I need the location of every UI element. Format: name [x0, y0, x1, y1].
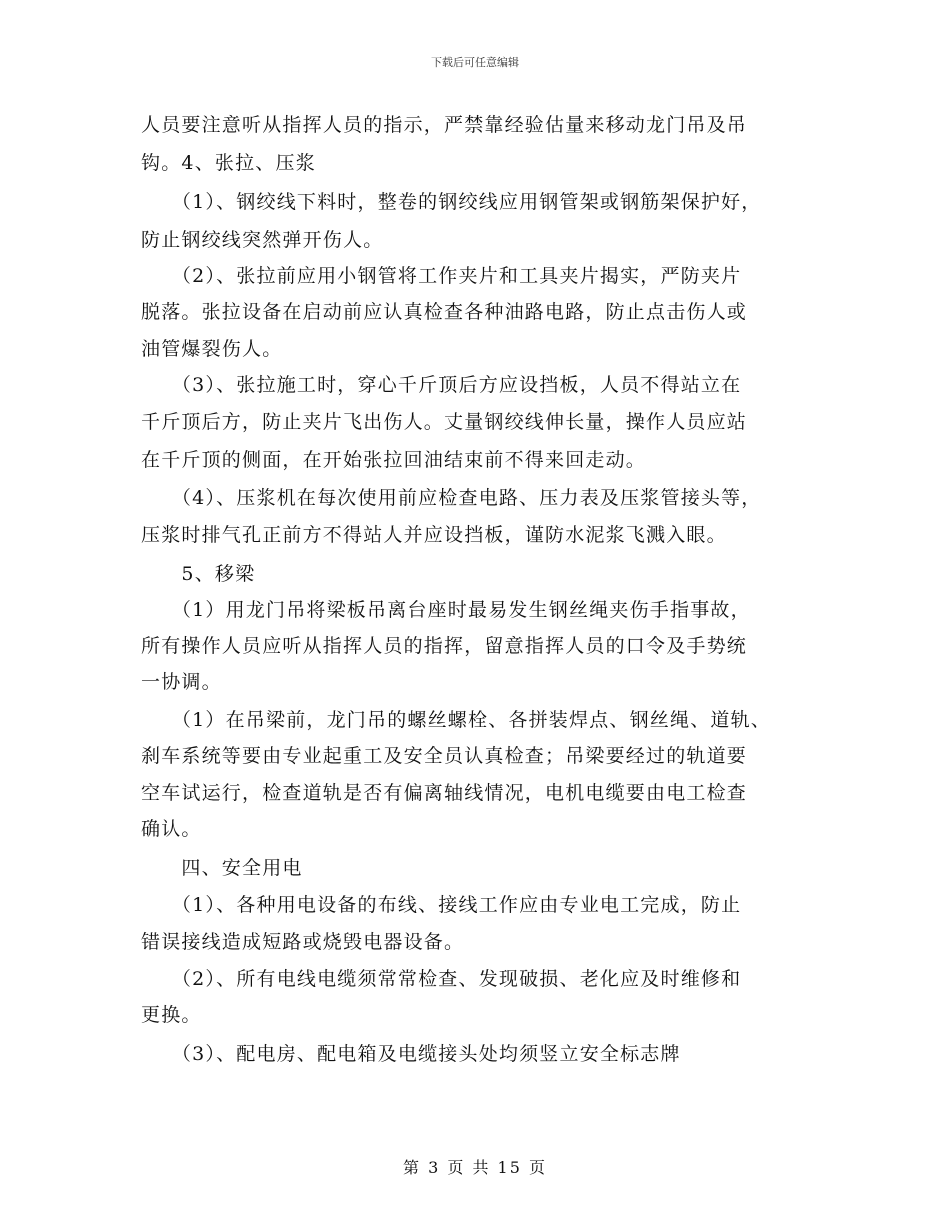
body-line: 一协调。: [141, 671, 222, 693]
body-line: 油管爆裂伤人。: [141, 338, 283, 360]
body-line: （3）、张拉施工时，穿心千斤顶后方应设挡板，人员不得站立在: [141, 374, 742, 396]
body-line: 确认。: [141, 818, 202, 840]
body-line: 压浆时排气孔正前方不得站人并应设挡板，谨防水泥浆飞溅入眼。: [141, 524, 727, 546]
body-line: （3）、配电房、配电箱及电缆接头处均须竖立安全标志牌: [141, 1043, 681, 1065]
body-line: （1）、各种用电设备的布线、接线工作应由专业电工完成，防止: [141, 894, 742, 916]
body-line: 空车试运行，检查道轨是否有偏离轴线情况，电机电缆要由电工检查: [141, 782, 748, 804]
body-line: 5、移梁: [141, 563, 256, 585]
page-header: 下载后可任意编辑: [431, 56, 519, 69]
body-line: （1）用龙门吊将梁板吊离台座时最易发生钢丝绳夹伤手指事故，: [141, 599, 751, 621]
body-line: 千斤顶后方，防止夹片飞出伤人。丈量钢绞线伸长量，操作人员应站: [141, 411, 748, 433]
body-line: （4）、压浆机在每次使用前应检查电路、压力表及压浆管接头等，: [141, 487, 762, 509]
body-line: 刹车系统等要由专业起重工及安全员认真检查；吊梁要经过的轨道要: [141, 745, 748, 767]
body-line: 错误接线造成短路或烧毁电器设备。: [141, 931, 465, 953]
body-line: 脱落。张拉设备在启动前应认真检查各种油路电路，防止点击伤人或: [141, 301, 748, 323]
body-line: （1）、钢绞线下料时，整卷的钢绞线应用钢管架或钢筋架保护好，: [141, 191, 762, 213]
body-line: （2）、张拉前应用小钢管将工作夹片和工具夹片揭实，严防夹片: [141, 265, 742, 287]
body-line: 所有操作人员应听从指挥人员的指挥，留意指挥人员的口令及手势统: [141, 635, 748, 657]
body-line: 人员要注意听从指挥人员的指示，严禁靠经验估量来移动龙门吊及吊: [141, 114, 748, 136]
body-line: 防止钢绞线突然弹开伤人。: [141, 229, 384, 251]
body-line: （1）在吊梁前，龙门吊的螺丝螺栓、各拼装焊点、钢丝绳、道轨、: [141, 709, 771, 731]
body-line: 更换。: [141, 1004, 202, 1026]
body-line: 在千斤顶的侧面，在开始张拉回油结束前不得来回走动。: [141, 449, 647, 471]
body-line: （2）、所有电线电缆须常常检查、发现破损、老化应及时维修和: [141, 968, 742, 990]
body-line: 钩。4、张拉、压浆: [141, 152, 316, 174]
body-line: 四、安全用电: [141, 857, 303, 879]
page-footer: 第 3 页 共 15 页: [403, 1158, 547, 1177]
